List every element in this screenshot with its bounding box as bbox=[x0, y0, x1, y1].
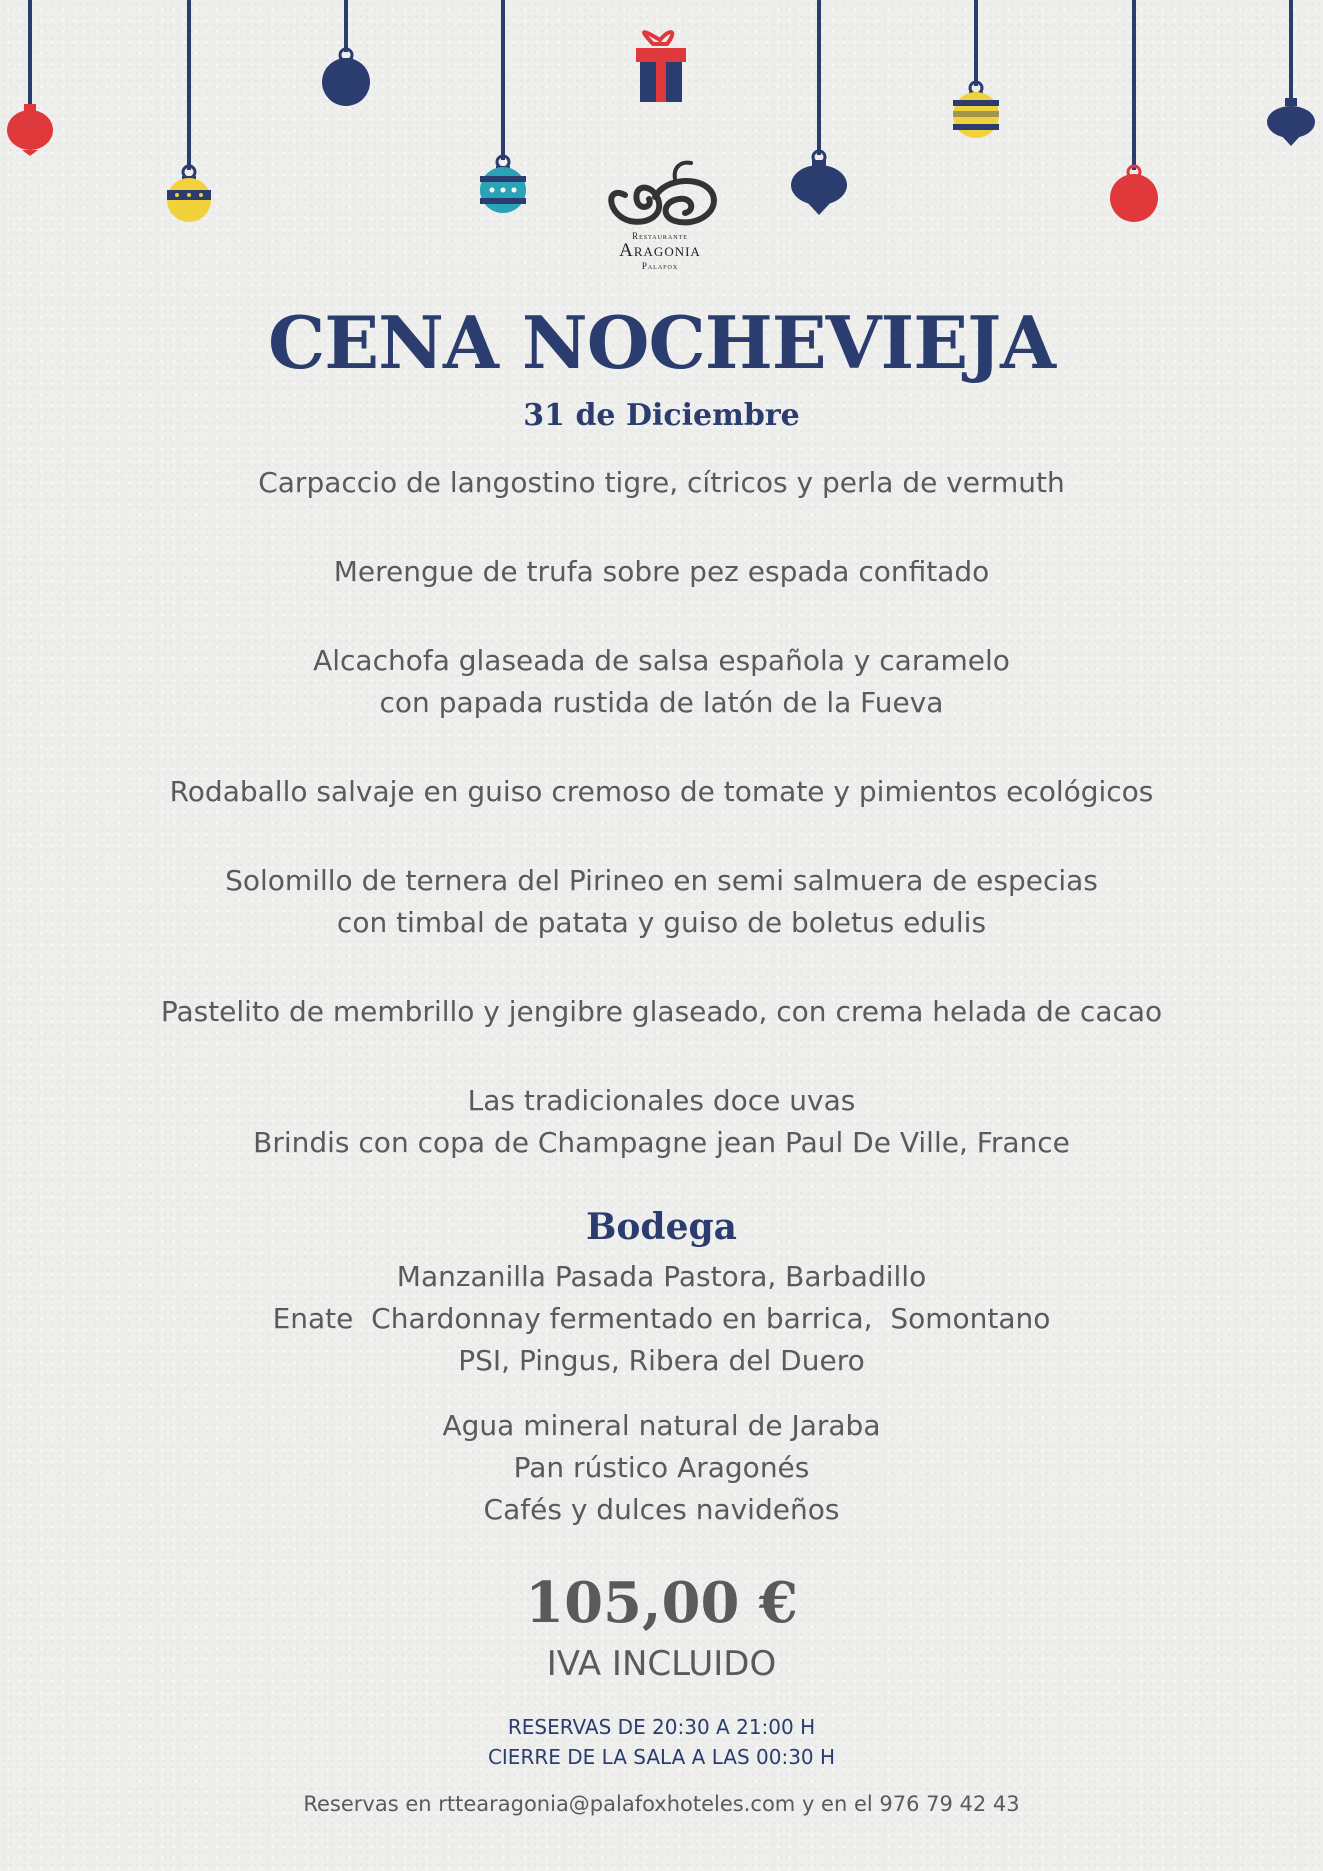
event-date: 31 de Diciembre bbox=[523, 398, 800, 433]
menu-item-line: con timbal de patata y guiso de boletus edulis bbox=[336, 906, 987, 939]
menu-item-line: con papada rustida de latón de la Fueva bbox=[379, 686, 944, 719]
opening-hours bbox=[0, 1712, 1323, 1772]
logo-name: Aragonia bbox=[619, 240, 701, 261]
bodega-heading: Bodega bbox=[585, 1206, 737, 1248]
logo-small-bottom: Palafox bbox=[641, 261, 679, 271]
wine-item: Manzanilla Pasada Pastora, Barbadillo bbox=[396, 1260, 927, 1293]
gift-icon bbox=[636, 32, 686, 102]
page-title: CENA NOCHEVIEJA bbox=[267, 300, 1056, 385]
menu-item bbox=[0, 771, 1323, 813]
menu-item-line: Pastelito de membrillo y jengibre glaseado, con crema helada de cacao bbox=[160, 995, 1163, 1028]
extras-item: Agua mineral natural de Jaraba bbox=[442, 1409, 881, 1442]
navy-drop-ornament-icon bbox=[1267, 0, 1315, 146]
menu-item-line: Carpaccio de langostino tigre, cítricos y perla de vermuth bbox=[258, 466, 1065, 499]
teal-bauble-icon bbox=[480, 0, 526, 213]
reservation-hours: RESERVAS DE 20:30 A 21:00 H bbox=[507, 1715, 816, 1739]
menu-price: 105,00 € bbox=[525, 1570, 798, 1636]
yellow-bauble-icon bbox=[953, 0, 999, 138]
contact-info: Reservas en rttearagonia@palafoxhoteles.com y en el 976 79 42 43 bbox=[303, 1792, 1020, 1816]
navy-drop-ornament-icon bbox=[791, 0, 847, 215]
wine-item: PSI, Pingus, Ribera del Duero bbox=[458, 1344, 865, 1377]
apple-logo-icon bbox=[595, 155, 725, 231]
menu-item bbox=[0, 991, 1323, 1033]
menu-item bbox=[0, 462, 1323, 504]
menu-list bbox=[0, 462, 1323, 1211]
logo-small-top: Restaurante bbox=[632, 231, 688, 241]
menu-item-line: Merengue de trufa sobre pez espada confitado bbox=[333, 555, 990, 588]
red-bauble-icon bbox=[7, 0, 53, 156]
extras-list bbox=[0, 1405, 1323, 1531]
wine-list bbox=[0, 1256, 1323, 1382]
navy-bauble-icon bbox=[322, 0, 370, 106]
menu-item-line: Alcachofa glaseada de salsa española y caramelo bbox=[313, 644, 1010, 677]
menu-item bbox=[0, 640, 1323, 724]
menu-item-line: Brindis con copa de Champagne jean Paul De Ville, France bbox=[253, 1126, 1070, 1159]
tax-note: IVA INCLUIDO bbox=[546, 1644, 777, 1684]
closing-hours: CIERRE DE LA SALA A LAS 00:30 H bbox=[487, 1745, 836, 1769]
wine-item: Enate Chardonnay fermentado en barrica, Somontano bbox=[272, 1302, 1051, 1335]
yellow-bauble-icon bbox=[167, 0, 211, 222]
menu-item-line: Las tradicionales doce uvas bbox=[467, 1084, 856, 1117]
extras-item: Pan rústico Aragonés bbox=[513, 1451, 810, 1484]
restaurant-logo bbox=[590, 155, 730, 285]
menu-item bbox=[0, 1080, 1323, 1164]
extras-item: Cafés y dulces navideños bbox=[483, 1493, 840, 1526]
menu-item bbox=[0, 860, 1323, 944]
menu-item-line: Solomillo de ternera del Pirineo en semi salmuera de especias bbox=[225, 864, 1098, 897]
menu-item bbox=[0, 551, 1323, 593]
menu-item-line: Rodaballo salvaje en guiso cremoso de tomate y pimientos ecológicos bbox=[169, 775, 1154, 808]
red-bauble-icon bbox=[1110, 0, 1158, 222]
